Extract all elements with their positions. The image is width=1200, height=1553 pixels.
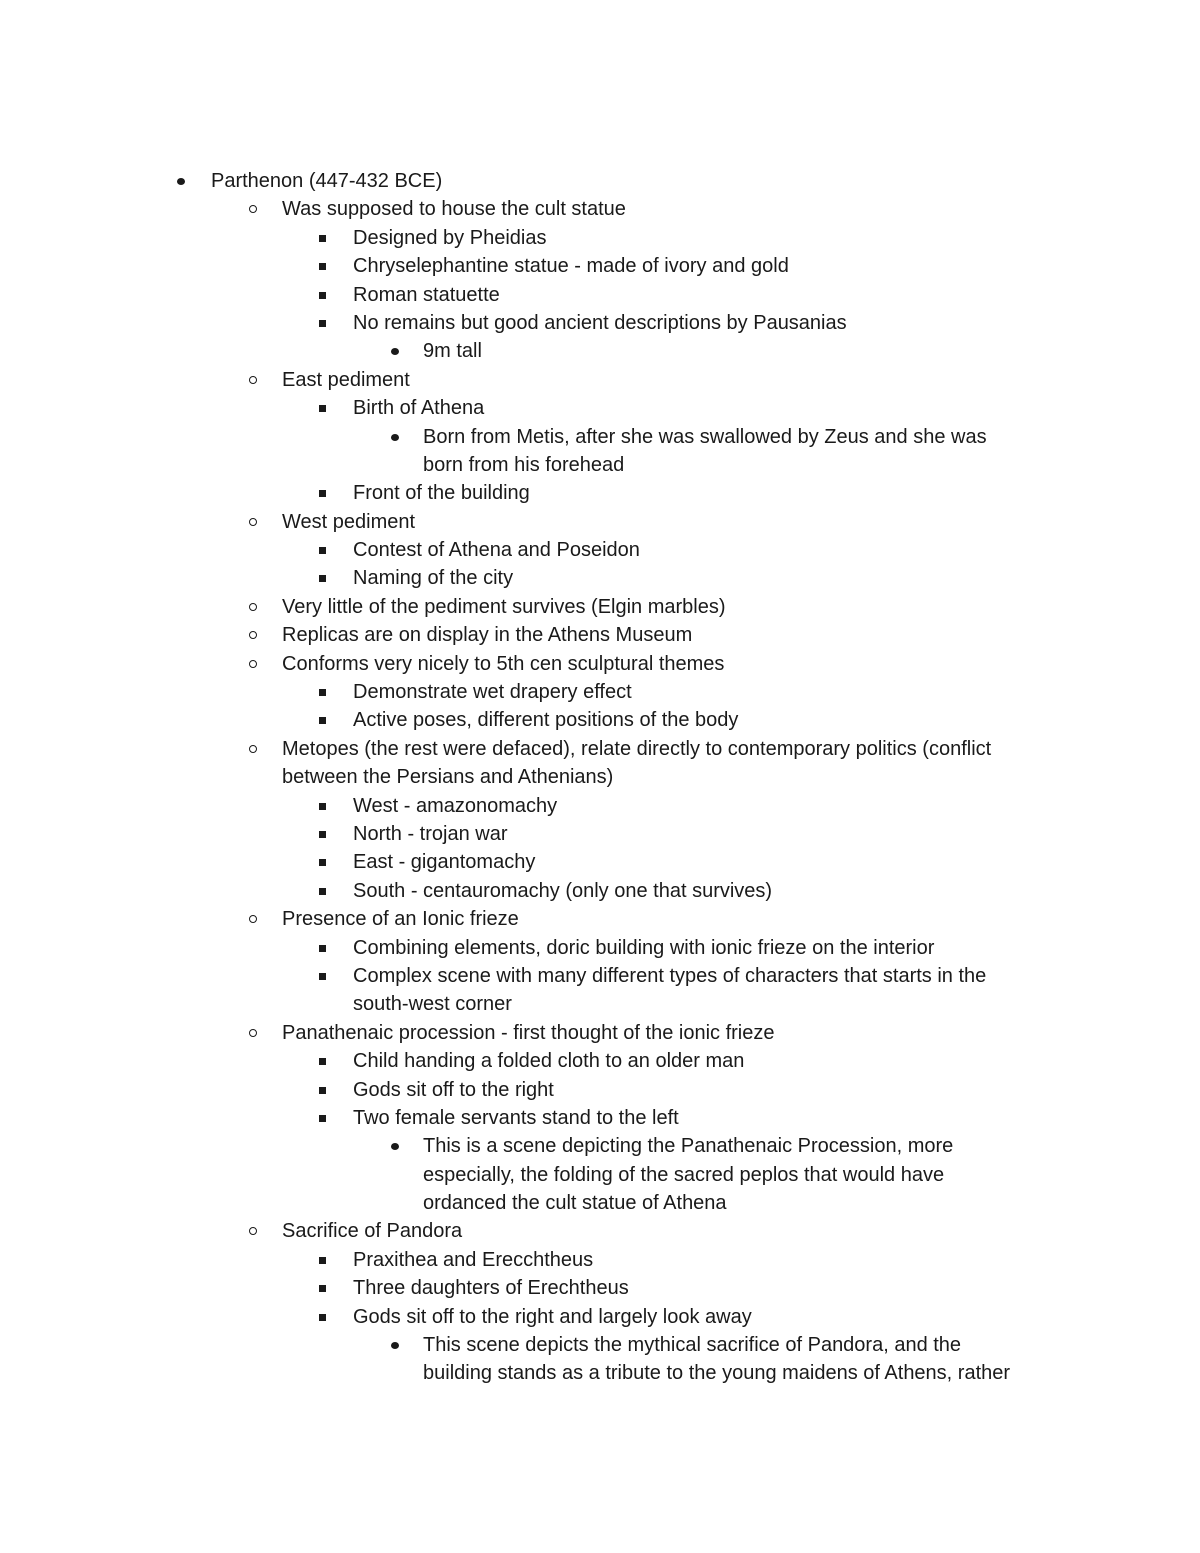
list-item: [0, 848, 1200, 876]
list-item-text: Naming of the city: [353, 567, 514, 590]
list-item-text: Child handing a folded cloth to an older man: [353, 1050, 745, 1073]
list-item-text: Presence of an Ionic frieze: [282, 908, 519, 931]
list-item-text: Born from Metis, after she was swallowed by Zeus and she was: [423, 425, 987, 448]
list-item: [0, 167, 1200, 195]
list-item-text: 9m tall: [423, 340, 482, 363]
list-item-text: No remains but good ancient descriptions by Pausanias: [353, 311, 847, 334]
list-item-text: Parthenon (447-432 BCE): [211, 170, 443, 192]
disc-bullet-icon: [391, 1342, 399, 1349]
list-item: [0, 1104, 1200, 1132]
square-bullet-icon: [319, 831, 326, 838]
circle-bullet-icon: [249, 518, 257, 526]
list-item-text: Combining elements, doric building with ionic frieze on the interior: [353, 936, 935, 959]
circle-bullet-icon: [249, 603, 257, 611]
square-bullet-icon: [319, 945, 326, 952]
square-bullet-icon: [319, 1115, 326, 1122]
list-item-text: North - trojan war: [353, 822, 508, 845]
list-item: [0, 678, 1200, 706]
square-bullet-icon: [319, 320, 326, 327]
list-item: [0, 792, 1200, 820]
list-item-continuation: [0, 763, 1200, 791]
square-bullet-icon: [319, 859, 326, 866]
square-bullet-icon: [319, 888, 326, 895]
disc-bullet-icon: [177, 178, 185, 185]
list-item: [0, 309, 1200, 337]
list-item-text: Praxithea and Erecchtheus: [353, 1248, 594, 1271]
circle-bullet-icon: [249, 631, 257, 639]
list-item-text: Active poses, different positions of the body: [353, 709, 739, 732]
list-item: [0, 1331, 1200, 1359]
circle-bullet-icon: [249, 745, 257, 753]
list-item-text: South - centauromachy (only one that survives): [353, 879, 773, 902]
list-item: [0, 1303, 1200, 1331]
square-bullet-icon: [319, 1257, 326, 1264]
square-bullet-icon: [319, 1087, 326, 1094]
list-item: [0, 366, 1200, 394]
list-item: [0, 423, 1200, 451]
list-item-continuation: [0, 1359, 1200, 1387]
square-bullet-icon: [319, 235, 326, 242]
circle-bullet-icon: [249, 1029, 257, 1037]
list-item-text: Birth of Athena: [353, 397, 485, 420]
list-item-text: Roman statuette: [353, 283, 500, 306]
list-item-text: especially, the folding of the sacred peplos that would have: [423, 1163, 945, 1186]
list-item-text: Sacrifice of Pandora: [282, 1220, 463, 1243]
list-item: [0, 593, 1200, 621]
circle-bullet-icon: [249, 660, 257, 668]
list-item: [0, 820, 1200, 848]
list-item: [0, 564, 1200, 592]
list-item: [0, 1047, 1200, 1075]
list-item: [0, 621, 1200, 649]
square-bullet-icon: [319, 973, 326, 980]
list-item-continuation: [0, 451, 1200, 479]
list-item-text: building stands as a tribute to the young maidens of Athens, rather: [423, 1362, 1011, 1385]
list-item: [0, 1019, 1200, 1047]
list-item: [0, 281, 1200, 309]
square-bullet-icon: [319, 490, 326, 497]
list-item-text: ordanced the cult statue of Athena: [423, 1192, 727, 1215]
square-bullet-icon: [319, 1285, 326, 1292]
list-item-text: south-west corner: [353, 993, 512, 1016]
list-item-text: Very little of the pediment survives (Elgin marbles): [282, 595, 726, 618]
list-item-text: Three daughters of Erechtheus: [353, 1277, 629, 1300]
list-item-text: Gods sit off to the right and largely look away: [353, 1305, 752, 1328]
circle-bullet-icon: [249, 915, 257, 923]
list-item: [0, 479, 1200, 507]
circle-bullet-icon: [249, 376, 257, 384]
list-item: [0, 905, 1200, 933]
list-item-text: Was supposed to house the cult statue: [282, 198, 626, 221]
list-item: [0, 536, 1200, 564]
list-item-text: West pediment: [282, 510, 416, 533]
square-bullet-icon: [319, 292, 326, 299]
list-item: [0, 877, 1200, 905]
circle-bullet-icon: [249, 1227, 257, 1235]
list-item-text: Demonstrate wet drapery effect: [353, 681, 632, 704]
list-item-text: Chryselephantine statue - made of ivory and gold: [353, 255, 789, 278]
list-item-text: Designed by Pheidias: [353, 226, 547, 249]
list-item-text: Two female servants stand to the left: [353, 1106, 679, 1129]
list-item-text: This is a scene depicting the Panathenaic Procession, more: [423, 1135, 954, 1158]
circle-bullet-icon: [249, 205, 257, 213]
disc-bullet-icon: [391, 434, 399, 441]
list-item-text: East - gigantomachy: [353, 851, 536, 874]
list-item-continuation: [0, 1161, 1200, 1189]
square-bullet-icon: [319, 1058, 326, 1065]
list-item-text: Contest of Athena and Poseidon: [353, 539, 640, 562]
list-item-text: Replicas are on display in the Athens Museum: [282, 624, 693, 647]
list-item: [0, 1076, 1200, 1104]
square-bullet-icon: [319, 405, 326, 412]
list-item: [0, 337, 1200, 365]
square-bullet-icon: [319, 803, 326, 810]
list-item: [0, 962, 1200, 990]
square-bullet-icon: [319, 1314, 326, 1321]
list-item: [0, 224, 1200, 252]
square-bullet-icon: [319, 547, 326, 554]
list-item: [0, 394, 1200, 422]
square-bullet-icon: [319, 263, 326, 270]
list-item: [0, 1274, 1200, 1302]
list-item-text: Complex scene with many different types of characters that starts in the: [353, 964, 987, 987]
disc-bullet-icon: [391, 348, 399, 355]
notes-document: [0, 167, 1200, 1388]
square-bullet-icon: [319, 717, 326, 724]
list-item: [0, 706, 1200, 734]
list-item: [0, 1246, 1200, 1274]
square-bullet-icon: [319, 689, 326, 696]
list-item: [0, 1217, 1200, 1245]
list-item: [0, 735, 1200, 763]
list-item-text: Panathenaic procession - first thought of the ionic frieze: [282, 1021, 775, 1044]
list-item-text: Metopes (the rest were defaced), relate directly to contemporary politics (conflict: [282, 737, 992, 760]
list-item: [0, 1132, 1200, 1160]
square-bullet-icon: [319, 575, 326, 582]
list-item-continuation: [0, 1189, 1200, 1217]
list-item-text: between the Persians and Athenians): [282, 766, 614, 789]
list-item: [0, 934, 1200, 962]
list-item: [0, 650, 1200, 678]
list-item: [0, 508, 1200, 536]
disc-bullet-icon: [391, 1143, 399, 1150]
list-item: [0, 252, 1200, 280]
list-item-continuation: [0, 990, 1200, 1018]
list-item-text: East pediment: [282, 368, 410, 391]
list-item-text: Gods sit off to the right: [353, 1078, 554, 1101]
list-item-text: Front of the building: [353, 482, 530, 505]
list-item: [0, 195, 1200, 223]
list-item-text: born from his forehead: [423, 453, 625, 476]
list-item-text: This scene depicts the mythical sacrifice of Pandora, and the: [423, 1334, 962, 1357]
list-item-text: West - amazonomachy: [353, 794, 558, 817]
list-item-text: Conforms very nicely to 5th cen sculptural themes: [282, 652, 725, 675]
